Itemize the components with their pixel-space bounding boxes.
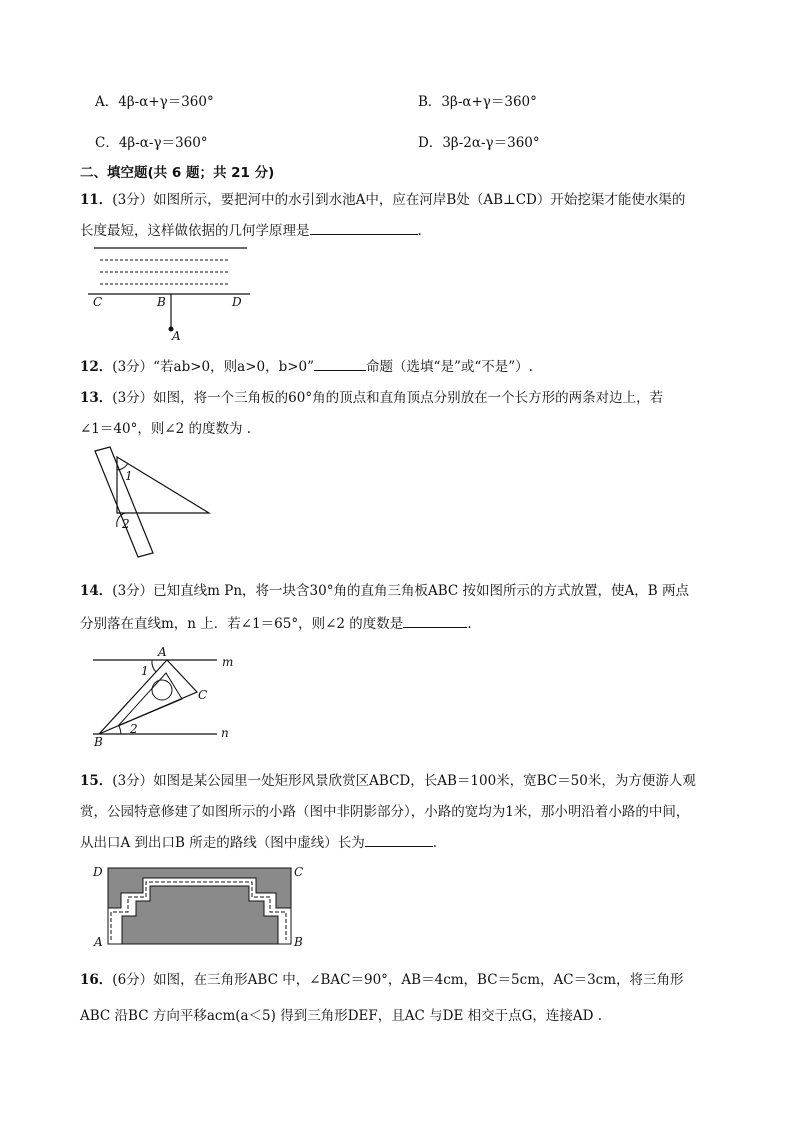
q12-number: 12． (80, 359, 113, 375)
q12-text: (3分）“若ab>0，则a>0，b>0” (112, 359, 315, 375)
q12-end: 命题（选填“是”或“不是”）. (366, 359, 533, 375)
q16-line2: ABC 沿BC 方向平移acm(a＜5) 得到三角形DEF，且AC 与DE 相交于点G，连接AD . (80, 1008, 603, 1024)
option-b: B．3β-α+γ＝360° (418, 94, 537, 110)
q14-label-b: B (94, 735, 103, 749)
q15-label-c: C (294, 865, 304, 879)
q11-text-1: (3分）如图所示，要把河中的水引到水池A中，应在河岸B处（AB⊥CD）开始挖渠才能使水渠的 (112, 192, 686, 208)
q14-label-n: n (221, 726, 229, 740)
q14-text-1: (3分）已知直线m Pn，将一块含30°角的直角三角板ABC 按如图所示的方式放置，使A，B 两点 (112, 583, 689, 599)
q11-label-d: D (232, 295, 242, 309)
q14-label-m: m (222, 655, 234, 669)
q15-text-3: 从出口A 到出口B 所走的路线（图中虚线）长为 (80, 835, 365, 851)
q14-text-2: 分别落在直线m，n 上．若∠1＝65°，则∠2 的度数是 (80, 616, 404, 632)
q15-label-a: A (94, 935, 103, 949)
q11-end: . (417, 223, 422, 239)
q13-line2: ∠1＝40°，则∠2 的度数为 . (80, 421, 252, 437)
q14-label-c: C (198, 688, 208, 702)
q15-line2: 赏，公园特意修建了如图所示的小路（图中非阴影部分），小路的宽均为1米，那小明沿着小路的中间， (80, 804, 690, 820)
option-c: C．4β-α-γ＝360° (95, 135, 208, 151)
section-title: 二、填空题(共 6 题；共 21 分) (80, 165, 275, 181)
q11-label-a: A (172, 329, 181, 343)
q11-text-2: 长度最短，这样做依据的几何学原理是 (80, 223, 310, 239)
q11-label-b: B (157, 295, 166, 309)
q13-label-2: 2 (122, 517, 130, 531)
q15-label-b: B (294, 935, 303, 949)
q13-text-1: (3分）如图，将一个三角板的60°角的顶点和直角顶点分别放在一个长方形的两条对边上，若 (112, 390, 664, 406)
q14-label-1: 1 (141, 664, 149, 678)
q15-end: . (432, 835, 438, 851)
q13-number: 13． (80, 390, 113, 406)
q15-number: 15． (80, 773, 113, 789)
q11-number: 11． (80, 192, 113, 208)
q16-text-1: (6分）如图，在三角形ABC 中，∠BAC＝90°，AB＝4cm，BC＝5cm，AC＝3cm，将三角形 (112, 972, 684, 988)
q14-number: 14． (80, 583, 113, 599)
q14-label-2: 2 (130, 722, 138, 736)
option-d: D．3β-2α-γ＝360° (418, 135, 540, 151)
q11-label-c: C (93, 295, 103, 309)
option-a: A．4β-α+γ＝360° (95, 94, 214, 110)
q16-line1 (80, 968, 684, 988)
q14-end: . (467, 616, 472, 632)
q13-label-1: 1 (125, 469, 133, 483)
q15-label-d: D (93, 865, 103, 879)
q14-label-a: A (158, 645, 167, 659)
q15-text-1: (3分）如图是某公园里一处矩形风景欣赏区ABCD，长AB＝100米，宽BC＝50米，为方便游人观 (112, 773, 696, 789)
q16-number: 16． (80, 972, 113, 988)
